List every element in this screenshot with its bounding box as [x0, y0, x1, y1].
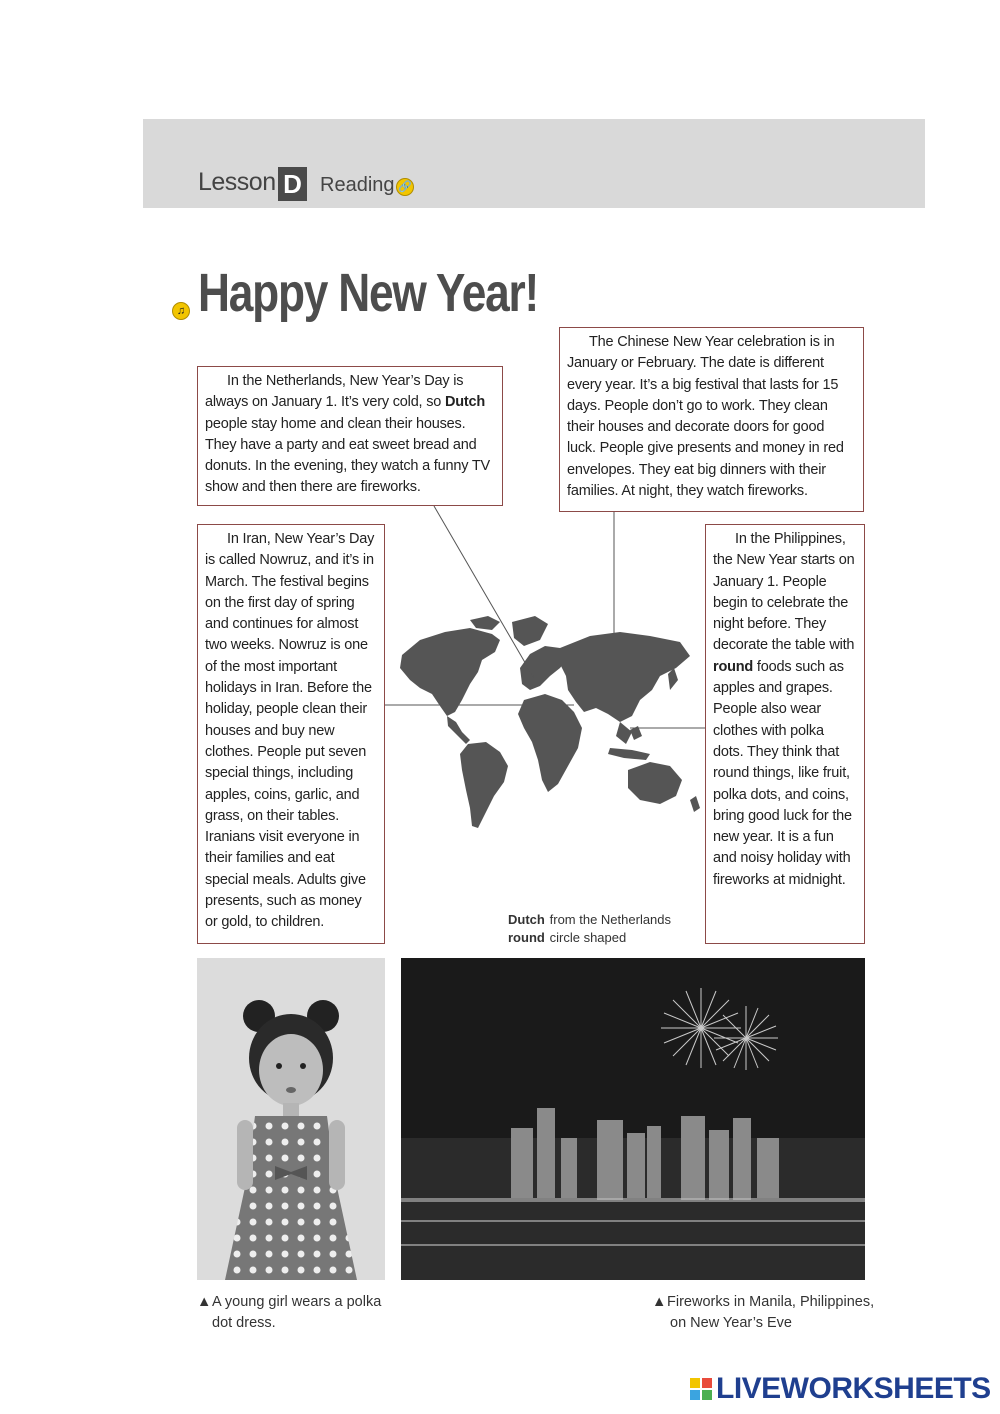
iran-text: In Iran, New Year’s Day is called Nowruz, and it’s in March. The festival begins on the first day of spring and continues for almost two weeks. Nowruz is one of the most important holidays in Iran. Before the holiday, people clean their houses and buy new clothes. People put seven special things, including apples, coins, garlic, and grass, on their tables. Iranians visit everyone in their families and eat special meals. Adults give presents, such as money or gold, to children.: [205, 531, 375, 931]
caption-line: on New Year’s Eve: [670, 1315, 792, 1331]
music-note-icon[interactable]: ♫: [172, 302, 190, 320]
caption-line: A young girl wears a polka: [212, 1294, 382, 1310]
brand-logo[interactable]: [690, 1372, 991, 1406]
china-text-box: [559, 327, 864, 512]
glossary-definition: circle shaped: [549, 930, 627, 945]
philippines-text-box: [705, 524, 865, 944]
glossary-definition: from the Netherlands: [549, 912, 672, 927]
vocab-dutch: Dutch: [444, 394, 486, 411]
lesson-label: Lesson: [198, 168, 276, 196]
glossary-term: round: [508, 930, 545, 945]
glossary-term: Dutch: [508, 912, 545, 927]
netherlands-text: In the Netherlands, New Year’s Day is always on January 1. It’s very cold, so: [205, 373, 464, 411]
netherlands-text-continued: people stay home and clean their houses. They have a party and eat sweet bread and donuts. In the evening, they watch a funny TV show and then there are fireworks.: [205, 415, 490, 496]
philippines-text: In the Philippines, the New Year starts on January 1. People begin to celebrate the night before. They decorate the table with: [713, 531, 855, 654]
caption-line: Fireworks in Manila, Philippines,: [667, 1294, 875, 1310]
fireworks-photo: [401, 958, 865, 1280]
lesson-letter-badge: D: [278, 167, 307, 201]
vocab-round: round: [713, 658, 754, 675]
fireworks-photo-caption: [652, 1292, 874, 1334]
glossary: [508, 911, 671, 947]
china-text: The Chinese New Year celebration is in January or February. The date is different every year. It’s a big festival that lasts for 15 days. People don’t go to work. They clean their houses and decorate doors for good luck. People give presents and money in red envelopes. They eat big dinners with their families. At night, they watch fireworks.: [567, 334, 844, 500]
glossary-entry: [508, 929, 671, 947]
page-title: Happy New Year!: [198, 263, 539, 323]
netherlands-text-box: [197, 366, 503, 506]
caption-marker-icon: ▲: [652, 1294, 667, 1310]
caption-marker-icon: ▲: [197, 1294, 212, 1310]
philippines-text-continued: foods such as apples and grapes. People also wear clothes with polka dots. They think that round things, like fruit, polka dots, and coins, bring good luck for the new year. It is a fun and noisy holiday with fireworks at midnight.: [713, 658, 852, 888]
glossary-entry: [508, 911, 671, 929]
brand-grid-icon: [690, 1378, 712, 1400]
section-label: Reading: [320, 174, 395, 196]
caption-line: dot dress.: [212, 1315, 276, 1331]
girl-photo-caption: [197, 1292, 381, 1334]
brand-name: LIVEWORKSHEETS: [716, 1372, 991, 1405]
iran-text-box: [197, 524, 385, 944]
girl-photo: [197, 958, 385, 1280]
link-icon[interactable]: 🔗: [396, 178, 414, 196]
